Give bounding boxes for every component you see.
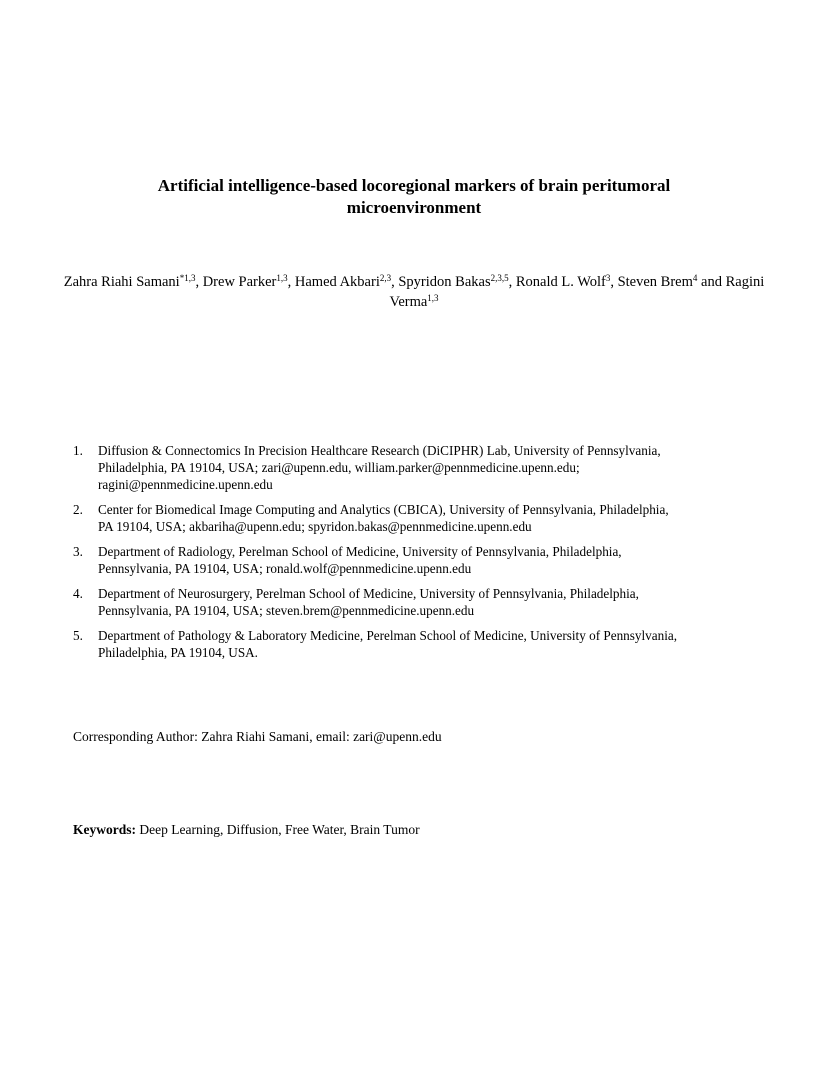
affiliation-text bbox=[98, 627, 763, 661]
affiliation-line: Pennsylvania, PA 19104, USA; ronald.wolf@pennmedicine.upenn.edu bbox=[98, 561, 472, 576]
affiliation-line: Pennsylvania, PA 19104, USA; steven.brem@pennmedicine.upenn.edu bbox=[98, 603, 475, 618]
affiliation-item bbox=[73, 442, 763, 493]
affiliation-line: PA 19104, USA; akbariha@upenn.edu; spyridon.bakas@pennmedicine.upenn.edu bbox=[98, 519, 532, 534]
title-line-1: Artificial intelligence-based locoregional markers of brain peritumoral bbox=[157, 176, 671, 195]
affiliation-line: Department of Radiology, Perelman School of Medicine, University of Pennsylvania, Philadelphia, bbox=[98, 544, 622, 559]
affiliation-item bbox=[73, 627, 763, 661]
affiliation-number: 3. bbox=[73, 544, 83, 559]
author-name: Drew Parker bbox=[202, 274, 277, 290]
keywords-text: Deep Learning, Diffusion, Free Water, Brain Tumor bbox=[136, 822, 420, 837]
corresponding-author: Corresponding Author: Zahra Riahi Samani, email: zari@upenn.edu bbox=[73, 729, 442, 744]
affiliation-text bbox=[98, 585, 763, 619]
affiliation-number: 1. bbox=[73, 443, 83, 458]
affiliation-line: Center for Biomedical Image Computing and Analytics (CBICA), University of Pennsylvania, Philadelphia, bbox=[98, 502, 669, 517]
affiliation-list bbox=[73, 442, 763, 669]
author-separator: and bbox=[697, 274, 726, 290]
author-list bbox=[60, 272, 768, 312]
author-name: Ronald L. Wolf bbox=[515, 274, 606, 290]
affiliation-item bbox=[73, 543, 763, 577]
keywords bbox=[73, 821, 420, 839]
keywords-label: Keywords: bbox=[73, 822, 136, 837]
affiliation-line: Department of Pathology & Laboratory Medicine, Perelman School of Medicine, University of Pennsylvania, bbox=[98, 628, 678, 643]
author-separator: , bbox=[391, 274, 399, 290]
author-name: Hamed Akbari bbox=[294, 274, 380, 290]
author-affiliation-sup: 1,3 bbox=[276, 273, 288, 283]
affiliation-number: 4. bbox=[73, 586, 83, 601]
author-affiliation-sup: 2,3 bbox=[379, 273, 392, 283]
affiliation-item bbox=[73, 501, 763, 535]
affiliation-line: ragini@pennmedicine.upenn.edu bbox=[98, 477, 273, 492]
author-affiliation-sup: 1,3 bbox=[427, 293, 439, 303]
author-affiliation-sup: 3 bbox=[605, 273, 611, 283]
affiliation-text bbox=[98, 442, 763, 493]
author-separator: , bbox=[195, 274, 203, 290]
author-affiliation-sup: 4 bbox=[692, 273, 698, 283]
author-name: Ragini Verma bbox=[389, 274, 765, 310]
author-separator: , bbox=[508, 274, 516, 290]
author-affiliation-sup: *1,3 bbox=[179, 273, 196, 283]
affiliation-text bbox=[98, 543, 763, 577]
affiliation-line: Department of Neurosurgery, Perelman School of Medicine, University of Pennsylvania, Philadelphia, bbox=[98, 586, 639, 601]
author-name: Spyridon Bakas bbox=[398, 274, 491, 290]
affiliation-text bbox=[98, 501, 763, 535]
author-name: Zahra Riahi Samani bbox=[63, 274, 180, 290]
affiliation-line: Diffusion & Connectomics In Precision Healthcare Research (DiCIPHR) Lab, University of Pennsylvania, bbox=[98, 443, 661, 458]
affiliation-number: 2. bbox=[73, 502, 83, 517]
title-line-2: microenvironment bbox=[346, 198, 482, 217]
paper-title bbox=[60, 175, 768, 219]
affiliation-item bbox=[73, 585, 763, 619]
author-separator: , bbox=[610, 274, 618, 290]
affiliation-line: Philadelphia, PA 19104, USA; zari@upenn.edu, william.parker@pennmedicine.upenn.edu; bbox=[98, 460, 580, 475]
author-name: Steven Brem bbox=[617, 274, 693, 290]
author-affiliation-sup: 2,3,5 bbox=[490, 273, 509, 283]
author-separator: , bbox=[287, 274, 295, 290]
affiliation-number: 5. bbox=[73, 628, 83, 643]
affiliation-line: Philadelphia, PA 19104, USA. bbox=[98, 645, 258, 660]
